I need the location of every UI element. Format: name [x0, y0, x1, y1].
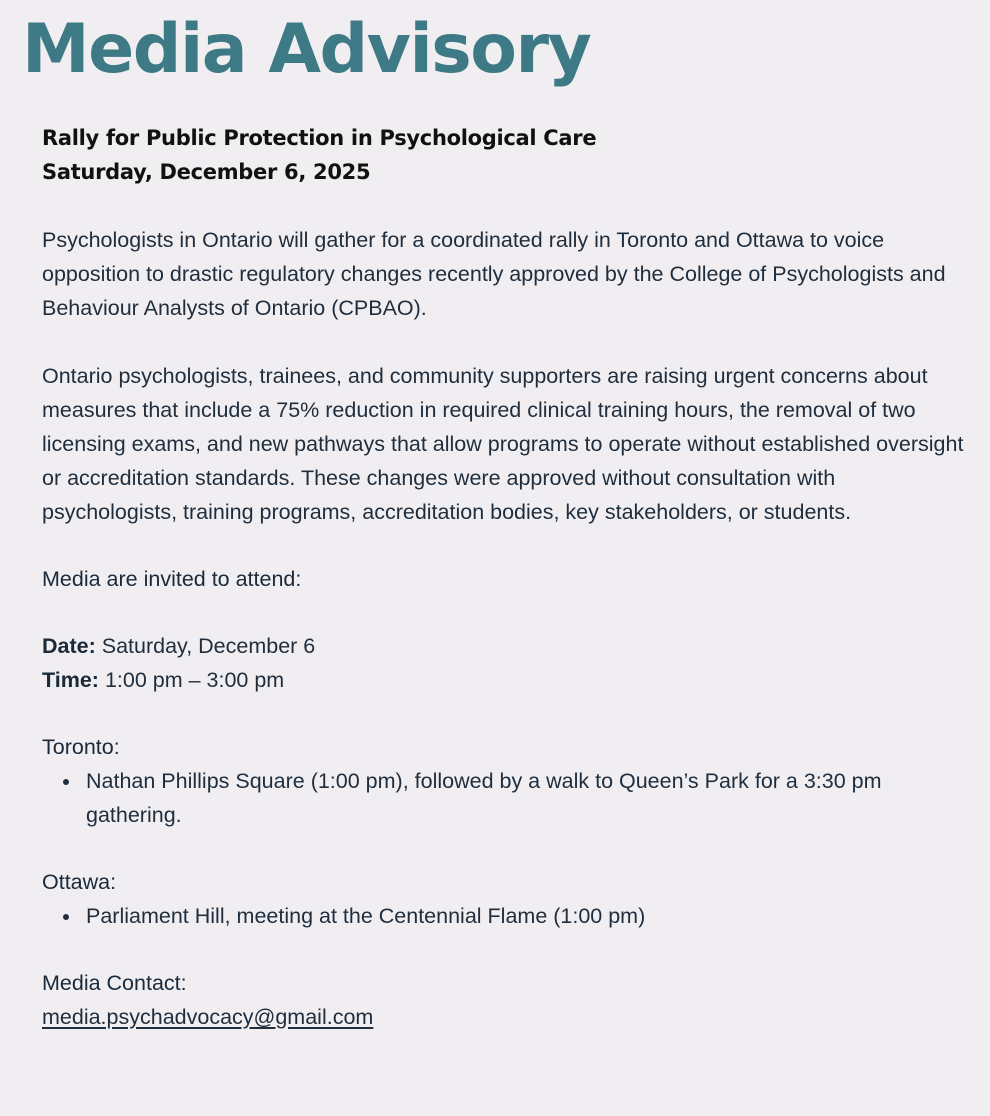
spacer [42, 697, 967, 730]
list-item: Nathan Phillips Square (1:00 pm), followed by a walk to Queen’s Park for a 3:30 pm gathering. [86, 764, 967, 832]
event-name: Rally for Public Protection in Psychological Care [42, 126, 597, 150]
spacer [42, 325, 967, 359]
list-item: Parliament Hill, meeting at the Centennial Flame (1:00 pm) [86, 899, 967, 933]
toronto-list [42, 764, 967, 832]
contact-heading: Media Contact: [42, 971, 187, 995]
spacer [42, 189, 967, 223]
invite-heading: Media are invited to attend: [42, 567, 302, 591]
time-value: 1:00 pm – 3:00 pm [104, 668, 285, 692]
spacer [42, 832, 967, 865]
time-label: Time: [42, 668, 99, 692]
date-line [42, 629, 967, 663]
toronto-heading: Toronto: [42, 735, 120, 759]
contact-email-link[interactable]: media.psychadvocacy@gmail.com [42, 1005, 374, 1029]
page-title: Media Advisory [22, 10, 591, 89]
advisory-body [42, 121, 967, 1034]
ottawa-list [42, 899, 967, 933]
concerns-paragraph: Ontario psychologists, trainees, and community supporters are raising urgent concerns about measures that include a 75% reduction in required clinical training hours, the removal of two licensing exams, and new pathways that allow programs to operate without established oversight or accreditation standards. These changes were approved without consultation with psychologists, training programs, accreditation bodies, key stakeholders, or students. [42, 364, 964, 524]
spacer [42, 529, 967, 562]
event-date: Saturday, December 6, 2025 [42, 160, 371, 184]
ottawa-heading: Ottawa: [42, 870, 117, 894]
spacer [42, 933, 967, 966]
time-line [42, 663, 967, 697]
intro-paragraph: Psychologists in Ontario will gather for a coordinated rally in Toronto and Ottawa to voice opposition to drastic regulatory changes recently approved by the College of Psychologists and Behaviour Analysts of Ontario (CPBAO). [42, 228, 946, 320]
spacer [42, 596, 967, 629]
date-label: Date: [42, 634, 96, 658]
date-value: Saturday, December 6 [101, 634, 316, 658]
